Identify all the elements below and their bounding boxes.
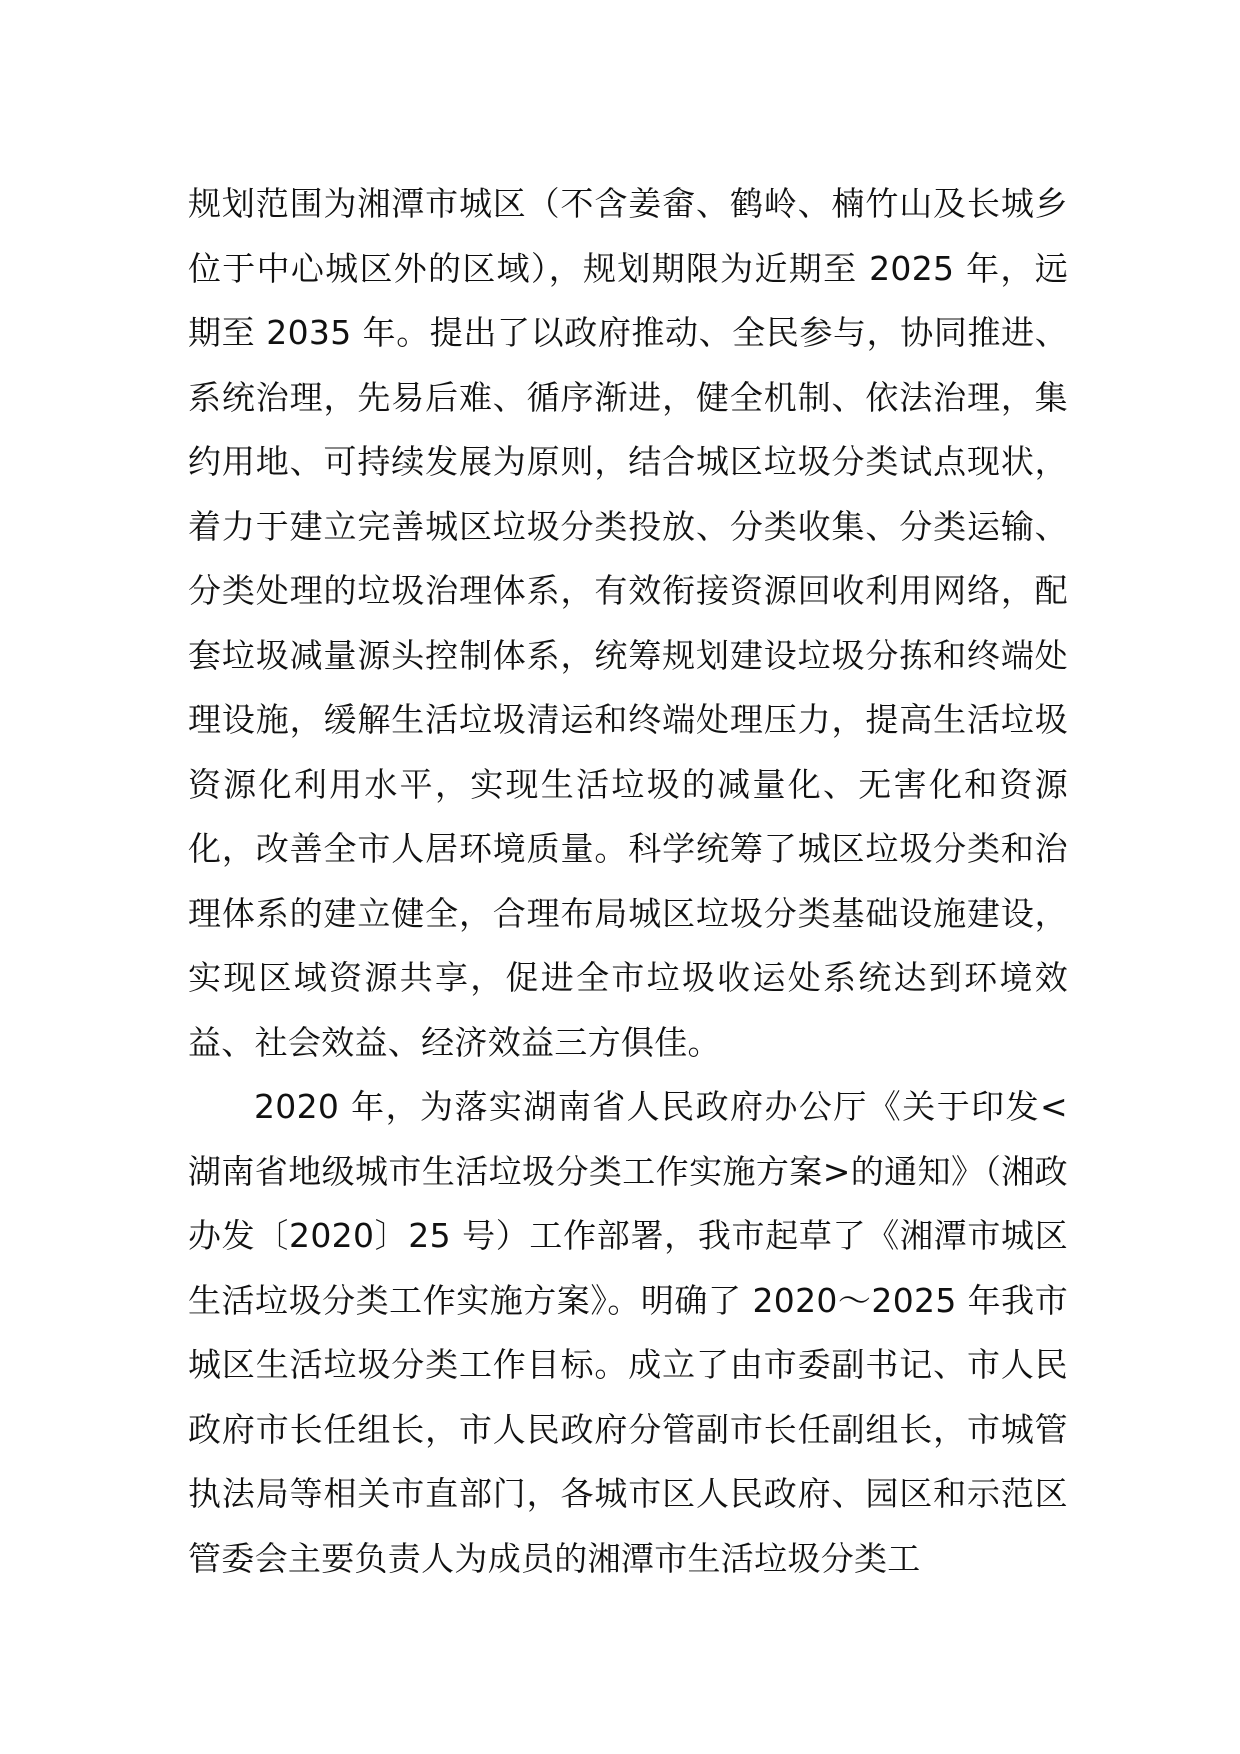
document-body <box>188 172 1068 1591</box>
paragraph-2020-plan: 2020 年，为落实湖南省人民政府办公厅《关于印发<湖南省地级城市生活垃圾分类工作实施方案>的通知》（湘政办发〔2020〕25 号）工作部署，我市起草了《湘潭市城区生活垃圾分类工作实施方案》。明确了 2020～2025 年我市城区生活垃圾分类工作目标。成立了由市委副书记、市人民政府市长任组长，市人民政府分管副市长任副组长，市城管执法局等相关市直部门，各城市区人民政府、园区和示范区管委会主要负责人为成员的湘潭市生活垃圾分类工 <box>188 1087 1068 1578</box>
paragraph-scope: 规划范围为湘潭市城区（不含姜畲、鹤岭、楠竹山及长城乡位于中心城区外的区域），规划期限为近期至 2025 年，远期至 2035 年。提出了以政府推动、全民参与，协同推进、系统治理，先易后难、循序渐进，健全机制、依法治理，集约用地、可持续发展为原则，结合城区垃圾分类试点现状，着力于建立完善城区垃圾分类投放、分类收集、分类运输、分类处理的垃圾治理体系，有效衔接资源回收利用网络，配套垃圾减量源头控制体系，统筹规划建设垃圾分拣和终端处理设施，缓解生活垃圾清运和终端处理压力，提高生活垃圾资源化利用水平，实现生活垃圾的减量化、无害化和资源化，改善全市人居环境质量。科学统筹了城区垃圾分类和治理体系的建立健全，合理布局城区垃圾分类基础设施建设，实现区域资源共享，促进全市垃圾收运处系统达到环境效益、社会效益、经济效益三方俱佳。 <box>188 184 1068 1062</box>
